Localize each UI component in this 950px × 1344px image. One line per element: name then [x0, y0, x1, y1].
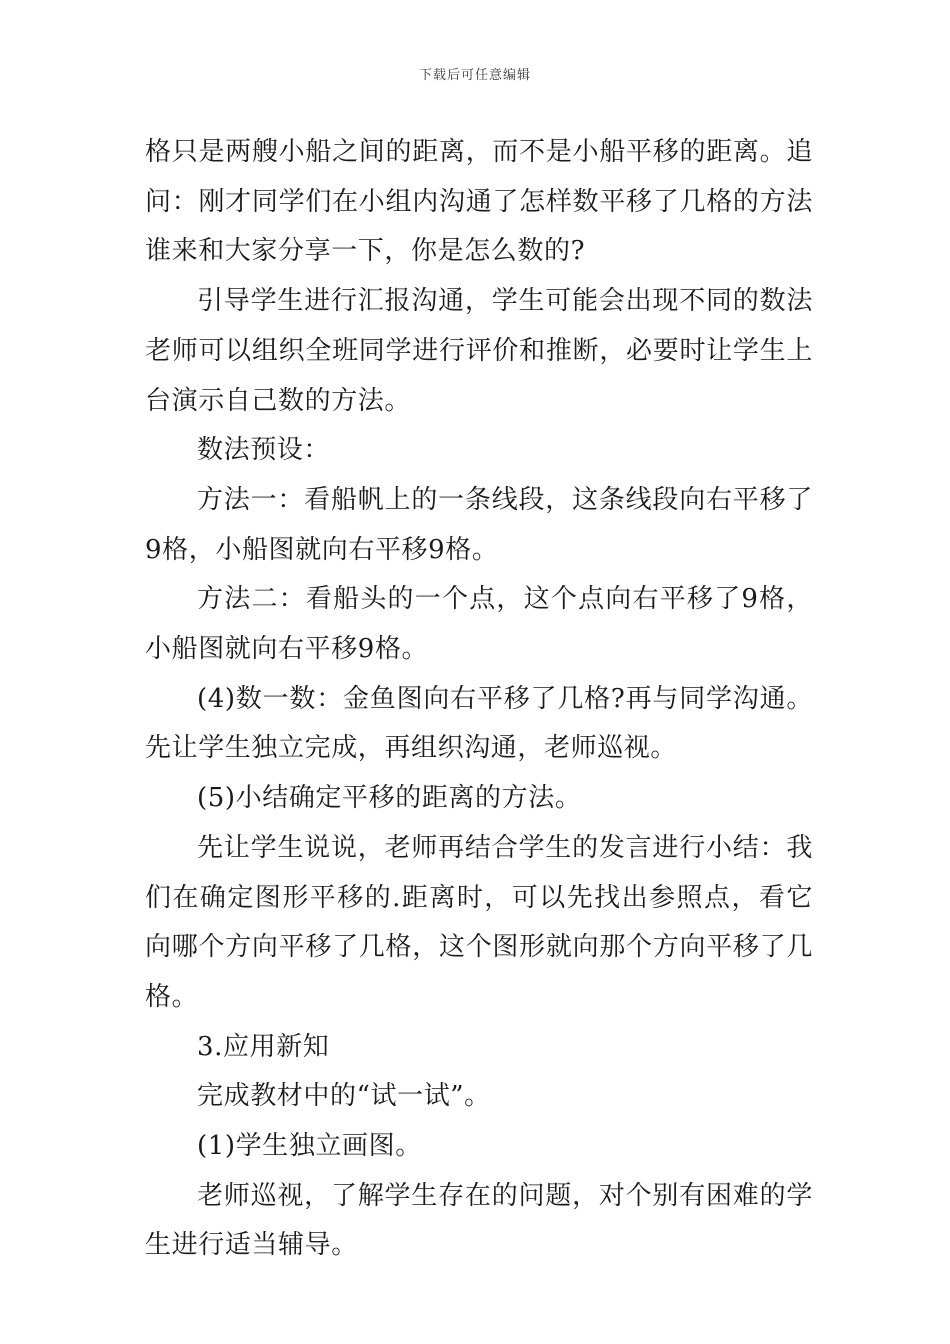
- paragraph-summary: 先让学生说说，老师再结合学生的发言进行小结：我们在确定图形平移的.距离时，可以先找出参照点，看它向哪个方向平移了几格，这个图形就向那个方向平移了几格。: [145, 832, 813, 1012]
- paragraph-report-guidance: 引导学生进行汇报沟通，学生可能会出现不同的数法老师可以组织全班同学进行评价和推断，必要时让学生上台演示自己数的方法。: [145, 286, 813, 416]
- paragraph-try-it: 完成教材中的“试一试”。: [197, 1081, 491, 1112]
- paragraph-method-one: 方法一：看船帆上的一条线段，这条线段向右平移了9格，小船图就向右平移9格。: [145, 484, 813, 565]
- paragraph-step-1: (1)学生独立画图。: [197, 1131, 422, 1162]
- paragraph-step-5: (5)小结确定平移的距离的方法。: [197, 783, 582, 814]
- paragraph-method-two: 方法二：看船头的一个点，这个点向右平移了9格，小船图就向右平移9格。: [145, 584, 813, 665]
- paragraph-teacher-patrol: 老师巡视，了解学生存在的问题，对个别有困难的学生进行适当辅导。: [145, 1180, 813, 1261]
- paragraph-section-3: 3.应用新知: [197, 1031, 330, 1062]
- paragraph-step-4: (4)数一数：金鱼图向右平移了几格?再与同学沟通。先让学生独立完成，再组织沟通，老师巡视。: [145, 683, 813, 764]
- paragraph-continuation: 格只是两艘小船之间的距离，而不是小船平移的距离。追问：刚才同学们在小组内沟通了怎样数平移了几格的方法谁来和大家分享一下，你是怎么数的?: [145, 137, 813, 267]
- paragraph-counting-presets: 数法预设：: [197, 435, 331, 466]
- document-body: [145, 128, 813, 1271]
- page-header: 下载后可任意编辑: [418, 68, 531, 83]
